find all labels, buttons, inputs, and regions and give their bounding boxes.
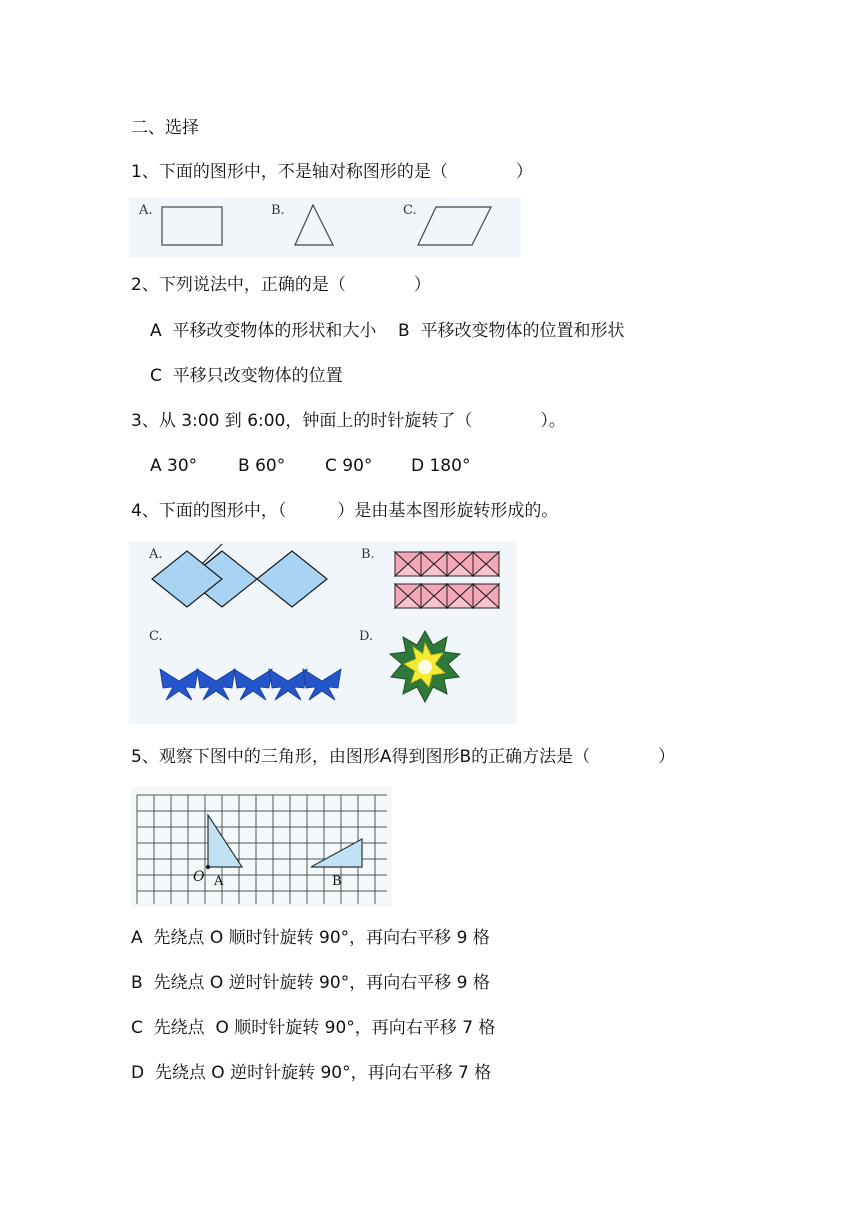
question-5-option-b: B 先绕点 O 逆时针旋转 90°，再向右平移 9 格	[131, 973, 490, 993]
question-3-text: 3、从 3:00 到 6:00，钟面上的时针旋转了（ ）。	[131, 411, 566, 431]
triangle-shape	[295, 205, 333, 245]
figure-label-b: B.	[361, 547, 375, 562]
question-5-option-c: C 先绕点 O 顺时针旋转 90°，再向右平移 7 格	[131, 1018, 496, 1038]
figure-label-c: C.	[403, 203, 417, 218]
section-title: 二、选择	[131, 118, 199, 138]
question-3-option-a: A 30°	[150, 456, 198, 476]
question-5-option-d: D 先绕点 O 逆时针旋转 90°，再向右平移 7 格	[131, 1063, 492, 1083]
triangle-a	[208, 815, 242, 867]
label-a: A	[214, 874, 224, 889]
question-1-text: 1、下面的图形中，不是轴对称图形的是（ ）	[131, 162, 533, 182]
question-4-figure	[129, 541, 517, 724]
point-o-marker	[206, 865, 210, 869]
figure-label-c: C.	[149, 629, 163, 644]
figure-label-a: A.	[139, 203, 153, 218]
question-4-shapes	[129, 541, 517, 724]
rectangle-shape	[162, 207, 222, 245]
figure-label-a: A.	[149, 547, 163, 562]
question-2-text: 2、下列说法中，正确的是（ ）	[131, 275, 431, 295]
bowtie-pattern	[395, 552, 499, 608]
figure-label-d: D.	[359, 629, 374, 644]
question-3-option-d: D 180°	[411, 456, 471, 476]
question-3-option-b: B 60°	[238, 456, 286, 476]
question-1-figure	[129, 197, 521, 257]
question-5-grid	[131, 787, 392, 907]
figure-label-b: B.	[271, 203, 285, 218]
butterfly-row	[160, 669, 341, 700]
question-5-option-a: A 先绕点 O 顺时针旋转 90°，再向右平移 9 格	[131, 928, 490, 948]
question-3-option-c: C 90°	[325, 456, 373, 476]
question-2-options-line-1: A 平移改变物体的形状和大小 B 平移改变物体的位置和形状	[150, 321, 625, 341]
label-b: B	[332, 874, 342, 889]
question-4-text: 4、下面的图形中，（ ）是由基本图形旋转形成的。	[131, 501, 559, 521]
question-5-grid-figure	[131, 787, 392, 907]
question-5-text: 5、观察下图中的三角形，由图形A得到图形B的正确方法是（ ）	[131, 747, 676, 767]
question-1-shapes	[129, 197, 521, 257]
parallelogram-shape	[418, 207, 491, 245]
label-o: O	[193, 869, 205, 885]
rotated-flower	[390, 631, 460, 702]
question-2-options-line-2: C 平移只改变物体的位置	[150, 366, 343, 386]
